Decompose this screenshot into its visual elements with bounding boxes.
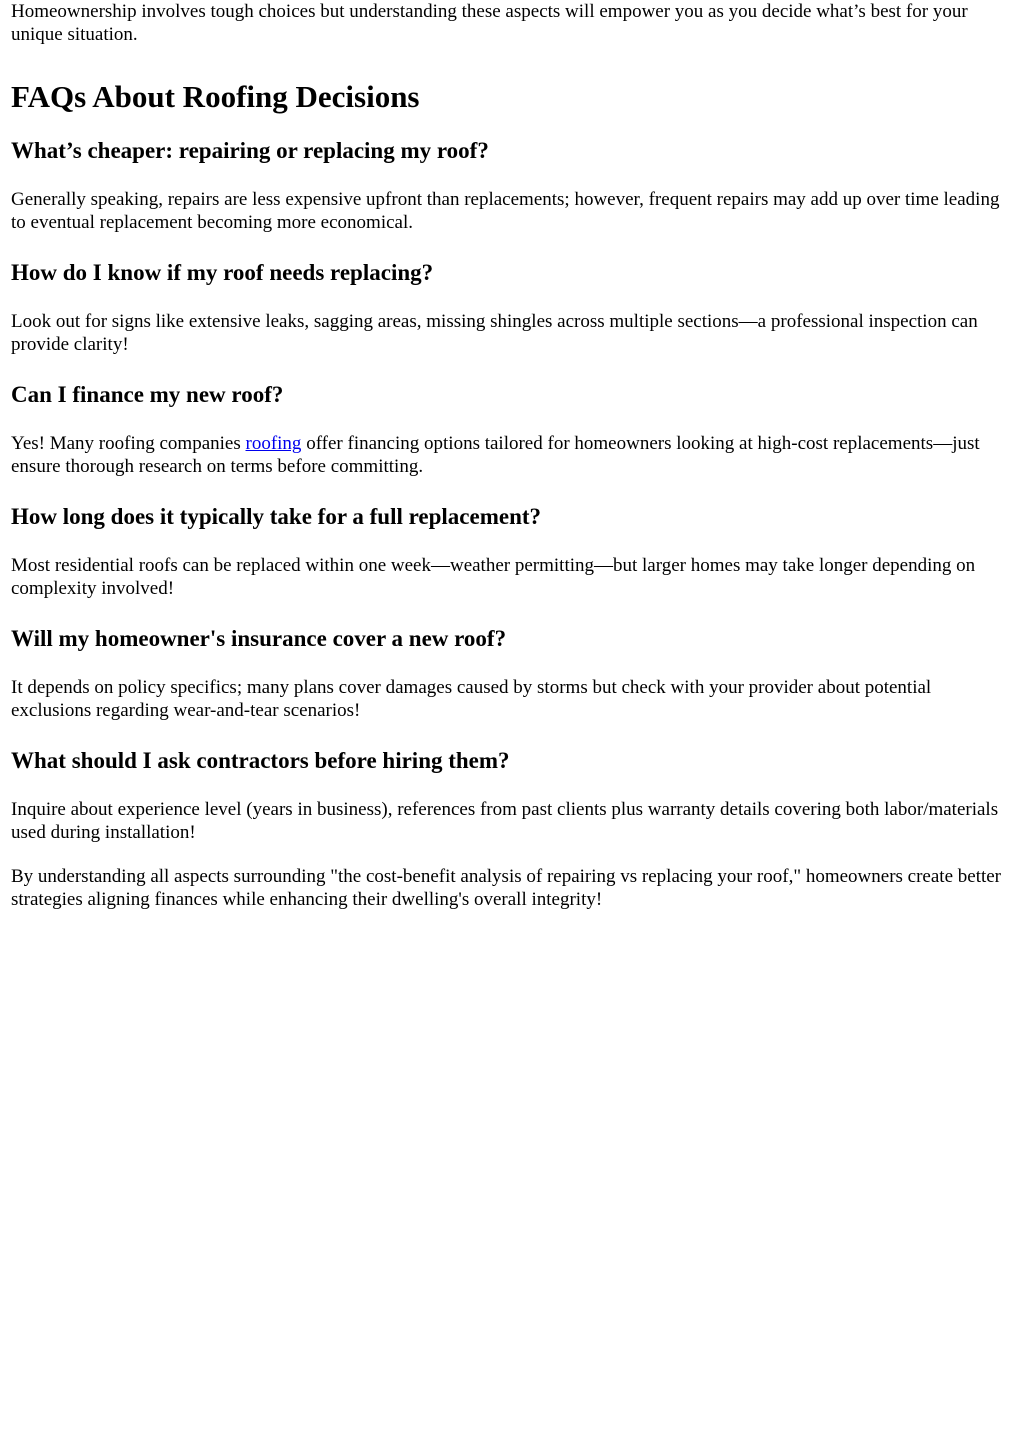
faq-answer <box>11 432 1014 478</box>
faq-answer: Look out for signs like extensive leaks, sagging areas, missing shingles across multiple sections—a professional inspection can provide clarity! <box>11 311 978 355</box>
faq-answer: Most residential roofs can be replaced within one week—weather permitting—but larger homes may take longer depending on complexity involved! <box>11 555 976 599</box>
faq-answer: Inquire about experience level (years in business), references from past clients plus warranty details covering both labor/materials used during installation! <box>11 799 999 843</box>
faq-item <box>11 259 1014 356</box>
faq-answer-text: offer financing options tailored for homeowners looking at high-cost replacements—just ensure thorough research on terms before committing. <box>11 433 980 477</box>
closing-paragraph: By understanding all aspects surrounding "the cost-benefit analysis of repairing vs replacing your roof," homeowners create better strategies aligning finances while enhancing their dwelling's overall integrity! <box>11 866 1002 910</box>
faq-heading: FAQs About Roofing Decisions <box>11 79 420 114</box>
faq-question: How do I know if my roof needs replacing? <box>11 260 434 285</box>
faq-item <box>11 747 1014 844</box>
faq-question: Will my homeowner's insurance cover a new roof? <box>11 626 507 651</box>
faq-answer: Generally speaking, repairs are less expensive upfront than replacements; however, frequent repairs may add up over time leading to eventual replacement becoming more economical. <box>11 189 1000 233</box>
faq-item <box>11 137 1014 234</box>
faq-item <box>11 625 1014 722</box>
intro-paragraph: Homeownership involves tough choices but understanding these aspects will empower you as you decide what’s best for your unique situation. <box>11 1 968 45</box>
faq-item <box>11 381 1014 478</box>
faq-answer-text: Yes! Many roofing companies <box>11 433 246 454</box>
faq-question: What’s cheaper: repairing or replacing my roof? <box>11 138 489 163</box>
faq-question: What should I ask contractors before hiring them? <box>11 748 510 773</box>
faq-answer: It depends on policy specifics; many plans cover damages caused by storms but check with your provider about potential exclusions regarding wear-and-tear scenarios! <box>11 677 932 721</box>
faq-item <box>11 503 1014 600</box>
faq-question: Can I finance my new roof? <box>11 382 284 407</box>
faq-question: How long does it typically take for a full replacement? <box>11 504 542 529</box>
roofing-link[interactable]: roofing <box>245 433 302 454</box>
